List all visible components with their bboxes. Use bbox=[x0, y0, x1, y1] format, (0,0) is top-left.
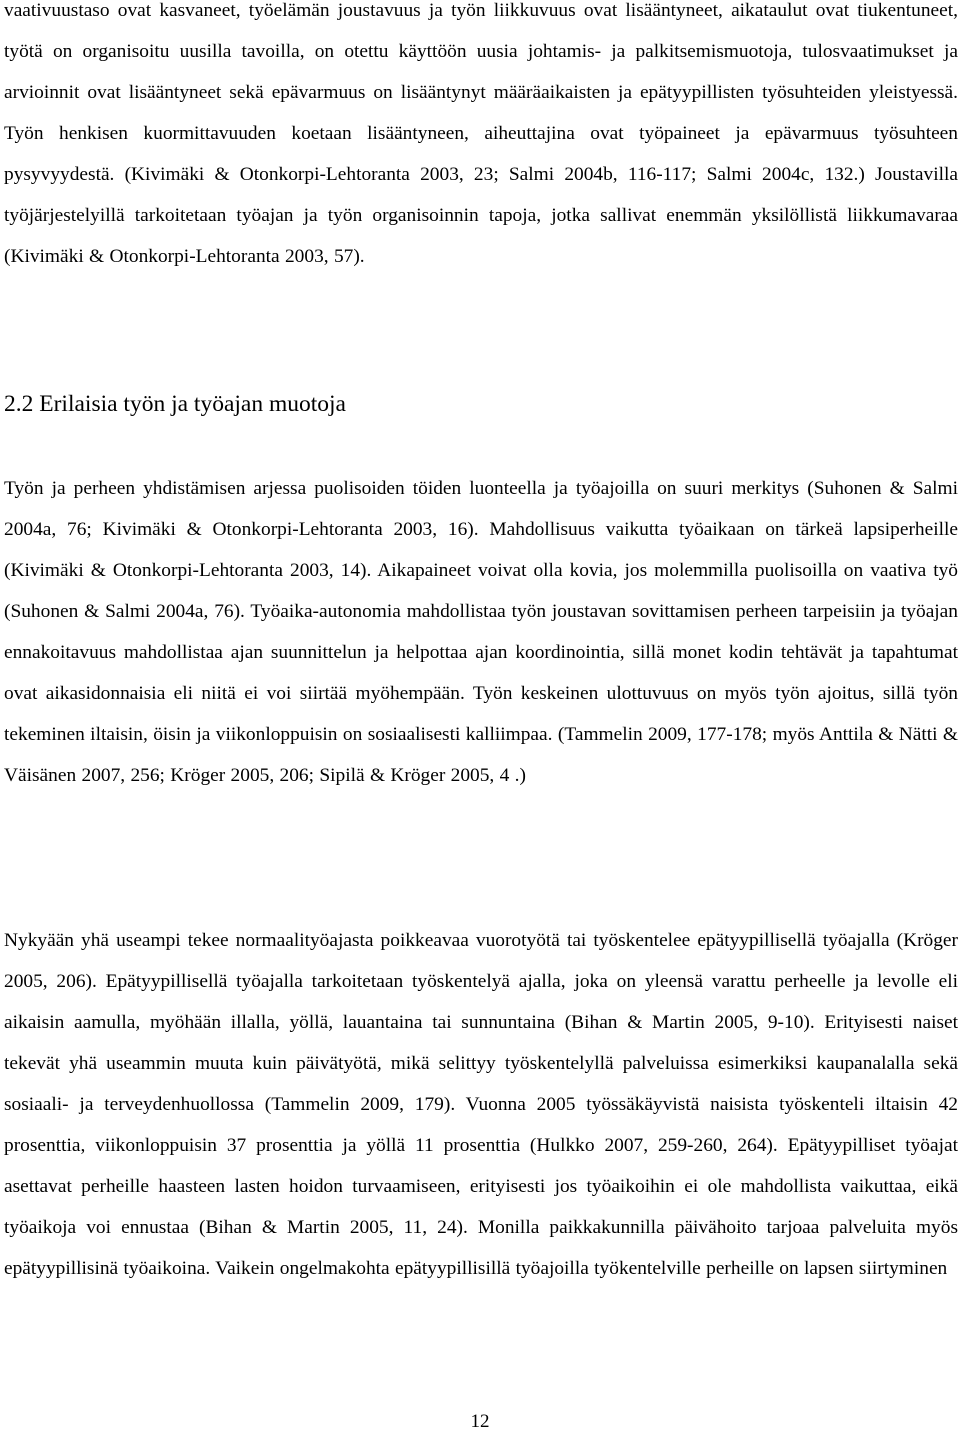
body-paragraph: Työn ja perheen yhdistämisen arjessa puolisoiden töiden luonteella ja työajoilla on suuri merkitys (Suhonen & Salmi 2004a, 76; Kivimäki & Otonkorpi-Lehtoranta 2003, 16). Mahdollisuus vaikutta työaikaan on tärkeä lapsiperheille (Kivimäki & Otonkorpi-Lehtoranta 2003, 14). Aikapaineet voivat olla kovia, jos molemmilla puolisoilla on vaativa työ (Suhonen & Salmi 2004a, 76). Työaika-autonomia mahdollistaa työn joustavan sovittamisen perheen tarpeisiin ja työajan ennakoitavuus mahdollistaa ajan suunnittelun ja helpottaa ajan koordinointia, sillä monet kodin tehtävät ja tapahtumat ovat aikasidonnaisia eli niitä ei voi siirtää myöhempään. Työn keskeinen ulottuvuus on myös työn ajoitus, sillä työn tekeminen iltaisin, öisin ja viikonloppuisin on sosiaalisesti kalliimpaa. (Tammelin 2009, 177-178; myös Anttila & Nätti & Väisänen 2007, 256; Kröger 2005, 206; Sipilä & Kröger 2005, 4 .) bbox=[4, 478, 958, 786]
section-heading: 2.2 Erilaisia työn ja työajan muotoja bbox=[4, 391, 346, 417]
page-number: 12 bbox=[470, 1411, 490, 1432]
body-paragraph: vaativuustaso ovat kasvaneet, työelämän joustavuus ja työn liikkuvuus ovat lisääntyneet, aikataulut ovat tiukentuneet, työtä on organisoitu uusilla tavoilla, on otettu käyttöön uusia johtamis- ja palkitsemismuotoja, tulosvaatimukset ja arvioinnit ovat lisääntyneet sekä epävarmuus on lisääntynyt määräaikaisten ja epätyypillisten työsuhteiden yleistyessä. Työn henkisen kuormittavuuden koetaan lisääntyneen, aiheuttajina ovat työpaineet ja epävarmuus työsuhteen pysyvyydestä. (Kivimäki & Otonkorpi-Lehtoranta 2003, 23; Salmi 2004b, 116-117; Salmi 2004c, 132.) Joustavilla työjärjestelyillä tarkoitetaan työajan ja työn organisoinnin tapoja, jotka sallivat enemmän yksilöllistä liikkumavaraa (Kivimäki & Otonkorpi-Lehtoranta 2003, 57). bbox=[4, 0, 958, 267]
body-paragraph: Nykyään yhä useampi tekee normaalityöajasta poikkeavaa vuorotyötä tai työskentelee epätyypillisellä työajalla (Kröger 2005, 206). Epätyypillisellä työajalla tarkoitetaan työskentelyä ajalla, joka on yleensä varattu perheelle ja levolle eli aikaisin aamulla, myöhään illalla, yöllä, lauantaina tai sunnuntaina (Bihan & Martin 2005, 9-10). Erityisesti naiset tekevät yhä useammin muuta kuin päivätyötä, mikä selittyy työskentelyllä palveluissa esimerkiksi kaupanalalla sekä sosiaali- ja terveydenhuollossa (Tammelin 2009, 179). Vuonna 2005 työssäkäyvistä naisista työskenteli iltaisin 42 prosenttia, viikonloppuisin 37 prosenttia ja yöllä 11 prosenttia (Hulkko 2007, 259-260, 264). Epätyypilliset työajat asettavat perheille haasteen lasten hoidon turvaamiseen, erityisesti jos työaikoihin ei ole mahdollista vaikuttaa, eikä työaikoja voi ennustaa (Bihan & Martin 2005, 11, 24). Monilla paikkakunnilla päivähoito tarjoaa palveluita myös epätyypillisinä työaikoina. Vaikein ongelmakohta epätyypillisillä työajoilla työkentelville perheille on lapsen siirtyminen bbox=[4, 930, 958, 1279]
